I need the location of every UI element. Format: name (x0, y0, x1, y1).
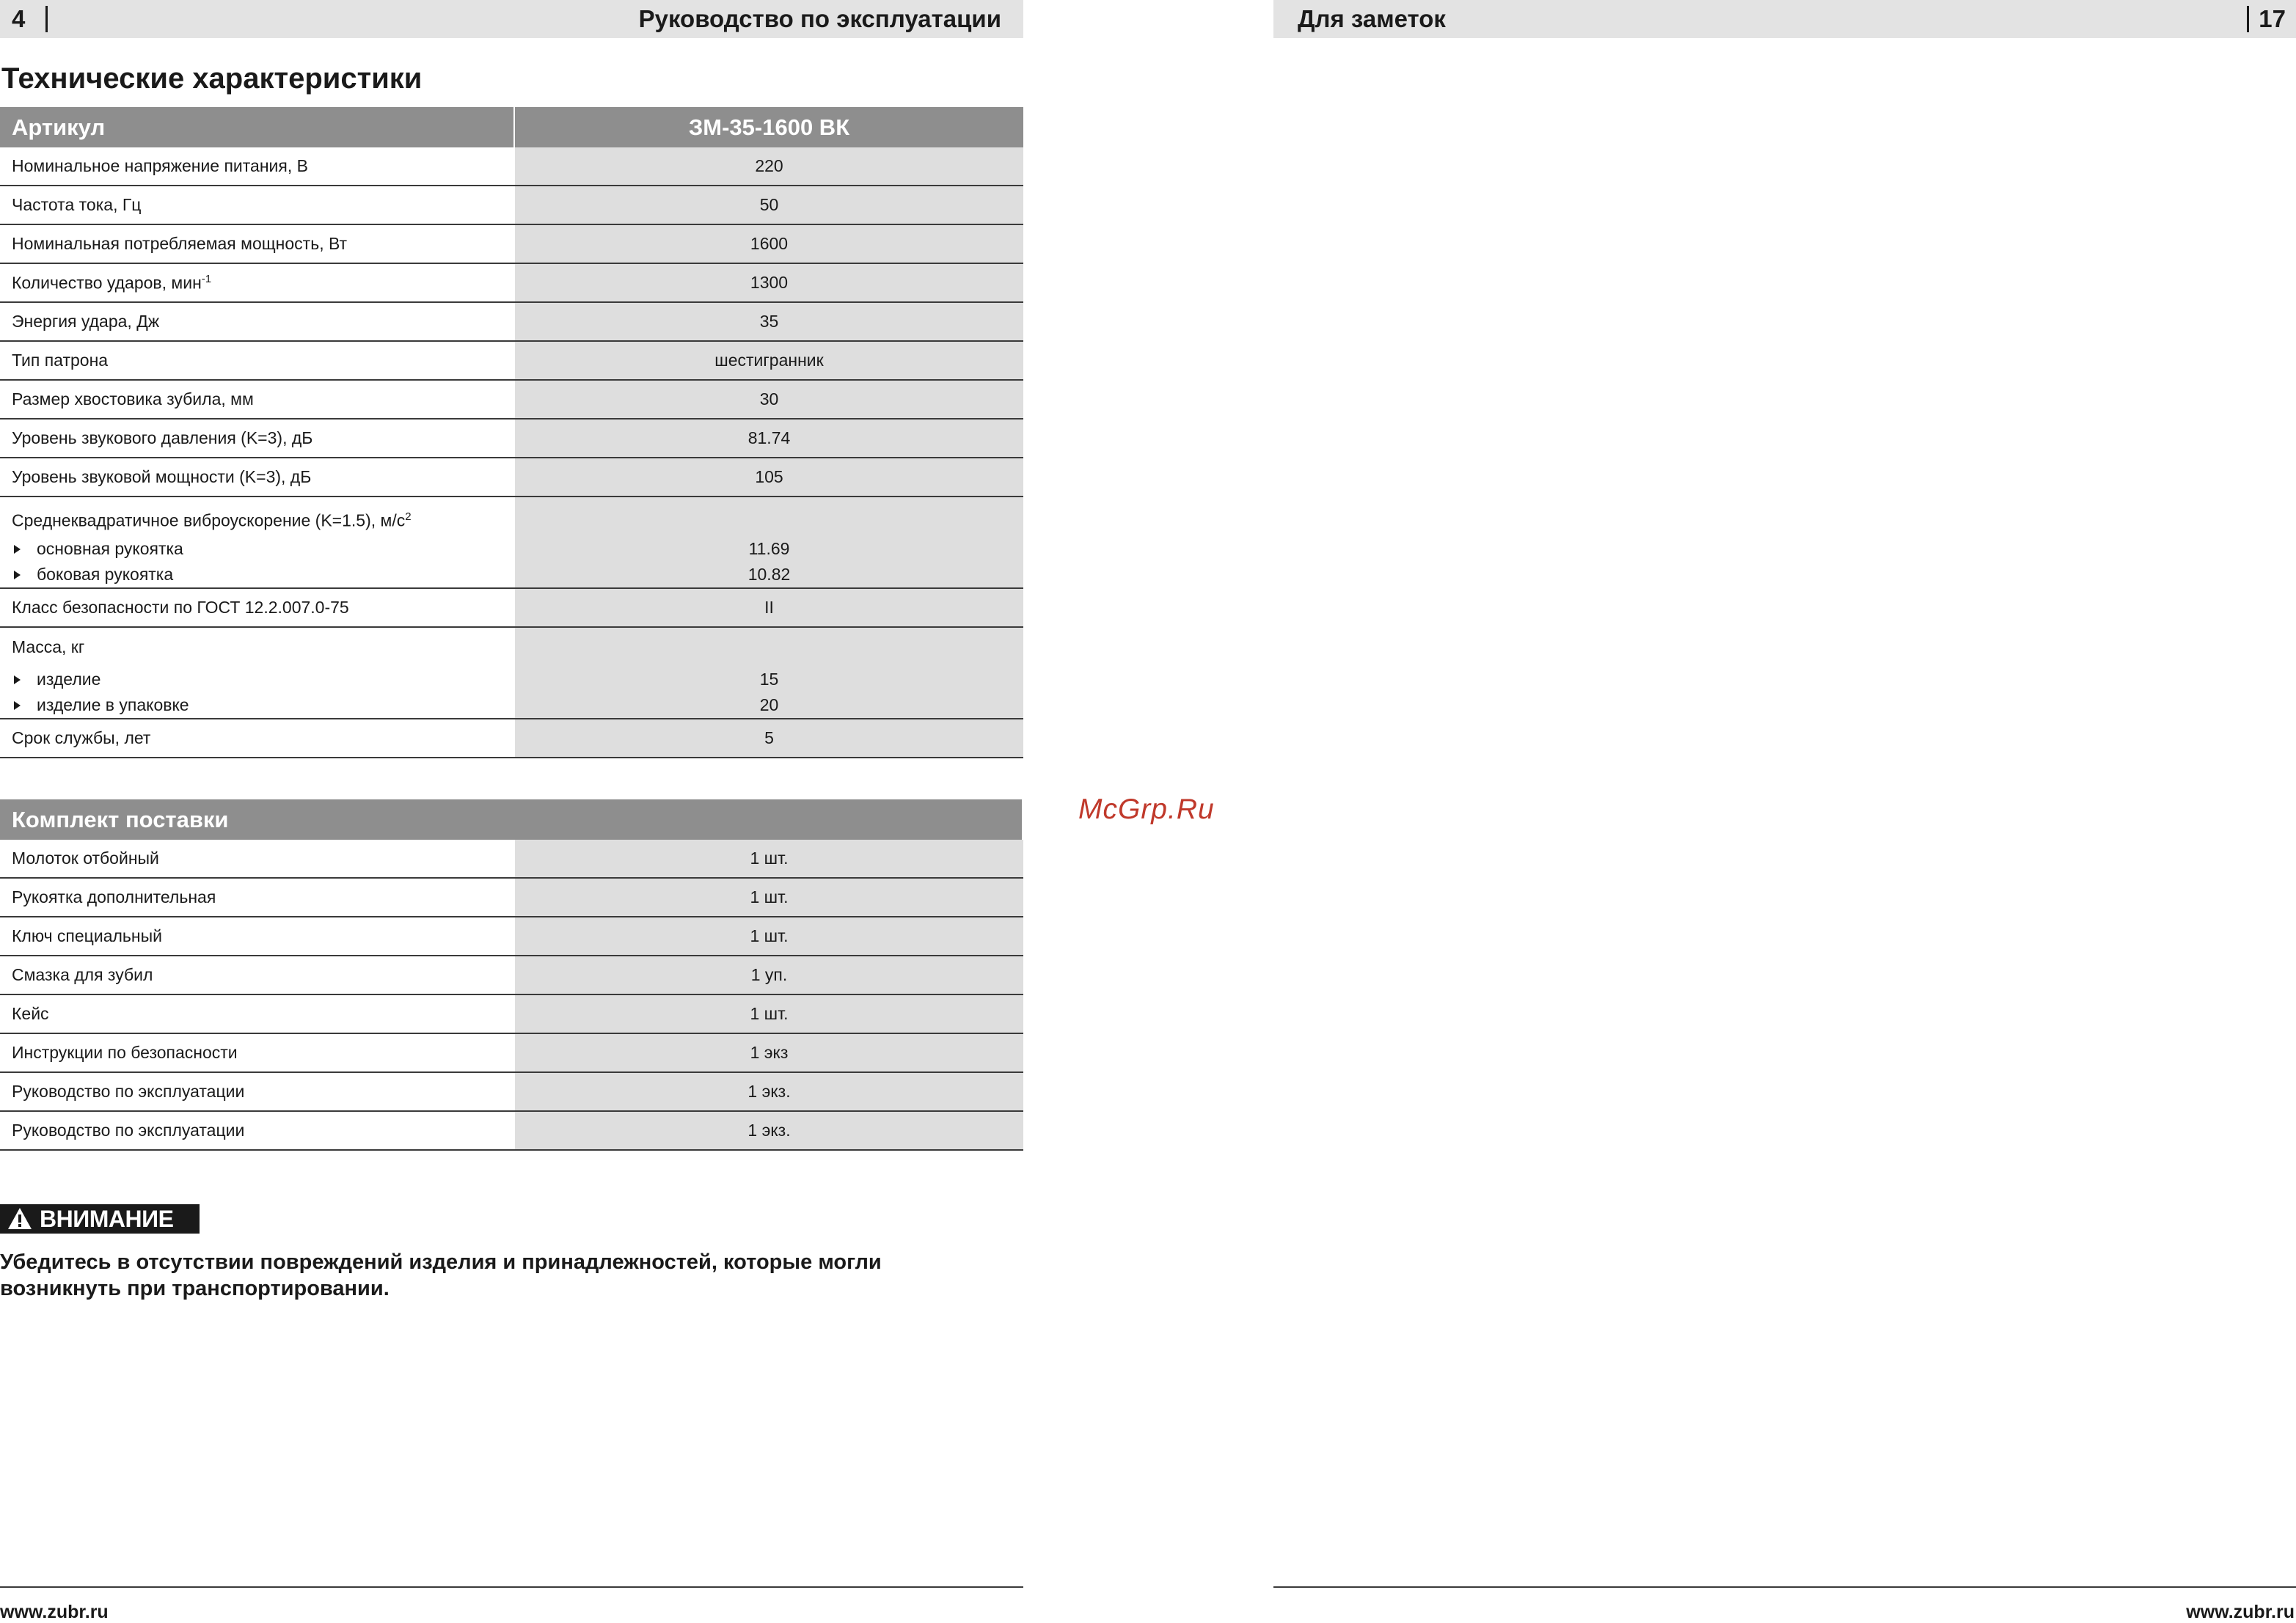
row-label: Тип патрона (12, 351, 109, 370)
footer-url[interactable]: www.zubr.ru (0, 1602, 109, 1622)
vibration-item-label: основная рукоятка (37, 539, 183, 558)
vibration-labels (0, 497, 515, 587)
header-right: ЗМ-35-1600 ВК (515, 107, 1023, 147)
table-row (0, 342, 1023, 381)
header-title: Для заметок (1298, 5, 1446, 32)
row-label: Руководство по эксплуатации (12, 1121, 245, 1140)
table-row (0, 840, 1023, 879)
kit-table (0, 799, 1023, 1151)
row-value: 30 (515, 381, 1023, 418)
row-label: Размер хвостовика зубила, мм (12, 389, 254, 409)
mass-labels (0, 628, 515, 718)
row-value: 35 (515, 303, 1023, 340)
table-row (0, 1073, 1023, 1112)
table-row (0, 225, 1023, 264)
table-row (0, 186, 1023, 225)
page-header (0, 0, 1023, 38)
table-row (0, 147, 1023, 186)
row-label: Инструкции по безопасности (12, 1043, 238, 1062)
table-row (0, 381, 1023, 420)
warning-text: Убедитесь в отсутствии повреждений изделия и принадлежностей, которые могли возникнуть при транспортировании. (0, 1250, 882, 1300)
vibration-title-sup: 2 (405, 510, 412, 523)
row-value: шестигранник (515, 342, 1023, 379)
table-row-vibration (0, 497, 1023, 589)
warning-triangle-icon (7, 1206, 32, 1231)
spec-table-header (0, 107, 1023, 147)
table-row (0, 995, 1023, 1034)
row-label: Энергия удара, Дж (12, 312, 160, 331)
mass-item-value: 20 (759, 695, 779, 714)
row-label: Частота тока, Гц (12, 195, 142, 214)
header-title: Руководство по эксплуатации (638, 5, 1001, 32)
table-row-mass (0, 628, 1023, 719)
watermark: McGrp.Ru (1078, 794, 1215, 825)
mass-item-label: изделие (37, 670, 101, 689)
warning-badge (0, 1204, 200, 1234)
header-divider (45, 6, 48, 32)
row-label: Ключ специальный (12, 926, 162, 945)
page-number: 4 (12, 5, 26, 32)
row-label: Класс безопасности по ГОСТ 12.2.007.0-75 (12, 598, 349, 617)
vibration-item-value: 11.69 (748, 539, 790, 558)
row-value: 220 (515, 147, 1023, 185)
page-number: 17 (2259, 5, 2286, 32)
row-label: Срок службы, лет (12, 728, 151, 747)
vibration-item-label: боковая рукоятка (37, 565, 174, 584)
row-value: 1 шт. (515, 879, 1023, 916)
row-label: Уровень звуковой мощности (K=3), дБ (12, 467, 312, 486)
row-value: 1 экз. (515, 1112, 1023, 1149)
table-row (0, 420, 1023, 458)
footer-rule (1273, 1586, 2296, 1588)
row-label: Кейс (12, 1004, 49, 1023)
row-value: 50 (515, 186, 1023, 224)
footer-url[interactable]: www.zubr.ru (2186, 1602, 2295, 1622)
table-row (0, 956, 1023, 995)
row-label: Уровень звукового давления (K=3), дБ (12, 428, 313, 447)
footer-rule (0, 1586, 1023, 1588)
right-page (1273, 0, 2296, 1620)
left-page (0, 0, 1023, 1620)
mass-item (12, 667, 515, 692)
table-row (0, 264, 1023, 303)
table-row (0, 879, 1023, 917)
row-value: II (515, 589, 1023, 626)
mass-values (515, 628, 1023, 718)
row-label-sup: -1 (201, 272, 212, 285)
table-row (0, 458, 1023, 497)
header-divider (2247, 6, 2249, 32)
table-row (0, 303, 1023, 342)
mass-item-value: 15 (759, 670, 779, 689)
header-left: Артикул (0, 107, 515, 147)
row-value: 1 экз (515, 1034, 1023, 1071)
table-row (0, 1034, 1023, 1073)
row-value: 1 уп. (515, 956, 1023, 994)
row-value: 1 шт. (515, 917, 1023, 955)
row-label: Смазка для зубил (12, 965, 153, 984)
warning-label: ВНИМАНИЕ (40, 1205, 174, 1232)
row-value: 1 шт. (515, 995, 1023, 1033)
bullet-arrow-icon (14, 545, 21, 554)
spec-table (0, 107, 1023, 758)
vibration-item (12, 536, 515, 562)
row-label (0, 264, 515, 301)
row-label-text: Количество ударов, мин (12, 273, 202, 293)
bullet-arrow-icon (14, 571, 21, 579)
vibration-title (12, 504, 515, 530)
kit-table-header (0, 799, 1023, 840)
row-label: Номинальное напряжение питания, В (12, 156, 308, 175)
row-value: 1300 (515, 264, 1023, 301)
row-label: Молоток отбойный (12, 849, 159, 868)
row-label: Номинальная потребляемая мощность, Вт (12, 234, 348, 253)
bullet-arrow-icon (14, 675, 21, 684)
page-header (1273, 0, 2296, 38)
bullet-arrow-icon (14, 701, 21, 710)
mass-item (12, 692, 515, 718)
row-value: 1 шт. (515, 840, 1023, 877)
table-row (0, 1112, 1023, 1151)
vibration-item (12, 562, 515, 587)
row-value: 105 (515, 458, 1023, 496)
mass-item-label: изделие в упаковке (37, 695, 189, 714)
kit-header-title: Комплект поставки (0, 799, 1023, 840)
section-title: Технические характеристики (1, 62, 423, 95)
mass-title: Масса, кг (12, 637, 85, 656)
vibration-title-text: Среднеквадратичное виброускорение (K=1.5), м/с (12, 510, 406, 530)
table-row (0, 589, 1023, 628)
vibration-values (515, 497, 1023, 587)
row-label: Руководство по эксплуатации (12, 1082, 245, 1101)
row-value: 1600 (515, 225, 1023, 263)
vibration-item-value: 10.82 (747, 565, 791, 584)
row-label: Рукоятка дополнительная (12, 887, 216, 906)
row-value: 1 экз. (515, 1073, 1023, 1110)
row-value: 81.74 (515, 420, 1023, 457)
row-value: 5 (515, 719, 1023, 757)
table-row (0, 917, 1023, 956)
table-row (0, 719, 1023, 758)
